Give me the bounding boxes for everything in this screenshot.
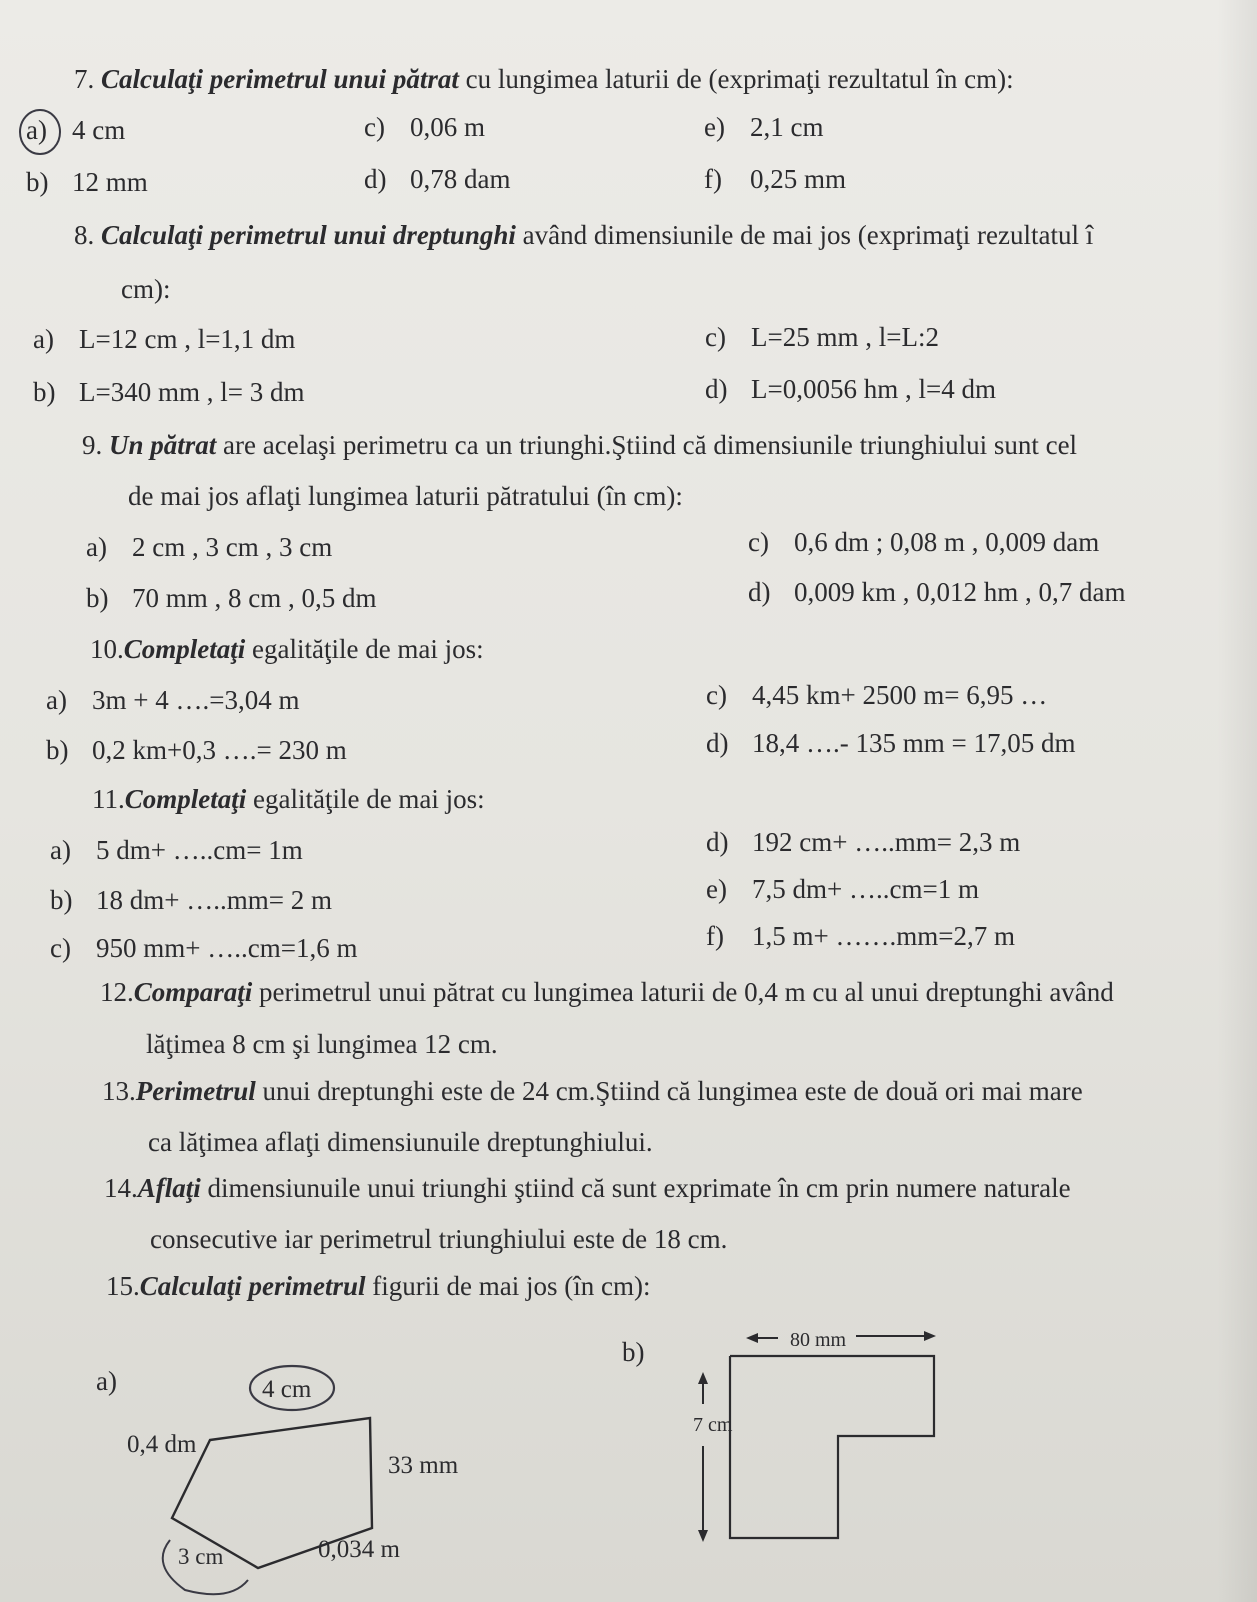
problem-emphasis: Calculaţi perimetrul — [139, 1271, 366, 1301]
option-9a: a) 2 cm , 3 cm , 3 cm — [86, 532, 333, 562]
option-9d: d) 0,009 km , 0,012 hm , 0,7 dam — [748, 577, 1126, 607]
pentagon-side-right: 33 mm — [388, 1452, 459, 1479]
option-11a: a) 5 dm+ …..cm= 1m — [50, 835, 303, 865]
l-shape-width-label: 80 mm — [790, 1329, 847, 1351]
option-7f: f) 0,25 mm — [704, 164, 847, 194]
option-9b: b) 70 mm , 8 cm , 0,5 dm — [86, 583, 377, 613]
option-7d: d) 0,78 dam — [364, 164, 511, 194]
option-7e: e) 2,1 cm — [704, 112, 824, 142]
problem-emphasis: Un pătrat — [109, 430, 217, 460]
problem-number: 7. — [74, 64, 95, 94]
problem-9-continuation: de mai jos aflaţi lungimea laturii pătratului (în cm): — [128, 481, 683, 511]
option-11f: f) 1,5 m+ …….mm=2,7 m — [706, 921, 1015, 951]
problem-number: 8. — [74, 220, 95, 250]
arrow-right-icon — [924, 1331, 936, 1341]
pen-circle-7a — [20, 110, 60, 154]
problem-emphasis: Aflaţi — [137, 1173, 201, 1203]
figure-a-label: a) — [96, 1366, 117, 1396]
option-10b: b) 0,2 km+0,3 ….= 230 m — [46, 735, 347, 765]
problem-text: egalităţile de mai jos: — [246, 784, 485, 814]
option-10a: a) 3m + 4 ….=3,04 m — [46, 685, 300, 715]
problem-text: figurii de mai jos (în cm): — [365, 1271, 651, 1301]
pentagon-side-bottom-right: 0,034 m — [318, 1536, 400, 1563]
l-shape-height-label: 7 cm — [693, 1414, 733, 1436]
option-10d: d) 18,4 ….- 135 mm = 17,05 dm — [706, 728, 1076, 758]
figure-b-label: b) — [622, 1337, 645, 1367]
option-11d: d) 192 cm+ …..mm= 2,3 m — [706, 827, 1021, 857]
problem-text: egalităţile de mai jos: — [245, 634, 484, 664]
option-11c: c) 950 mm+ …..cm=1,6 m — [50, 933, 358, 963]
problem-text: unui dreptunghi este de 24 cm.Ştiind că lungimea este de două ori mai mare — [255, 1076, 1083, 1106]
pentagon-side-bottom-left: 3 cm — [178, 1544, 224, 1569]
problem-emphasis: Comparaţi — [133, 977, 253, 1007]
problem-8-continuation: cm): — [121, 274, 171, 304]
option-7b: b) 12 mm — [26, 167, 148, 197]
problem-emphasis: Calculaţi perimetrul unui pătrat — [101, 64, 459, 94]
option-11e: e) 7,5 dm+ …..cm=1 m — [706, 874, 979, 904]
arrow-down-icon — [698, 1530, 708, 1542]
problem-13-continuation: ca lăţimea aflaţi dimensiunuile dreptunghiului. — [148, 1127, 653, 1157]
l-shape-figure — [730, 1356, 934, 1538]
problem-number: 14. — [104, 1173, 138, 1203]
problem-text: perimetrul unui pătrat cu lungimea laturii de 0,4 m cu al unui dreptunghi având — [252, 977, 1114, 1007]
problem-text: dimensiunuile unui triunghi ştiind că sunt exprimate în cm prin numere naturale — [200, 1173, 1071, 1203]
page-edge-shadow — [1217, 0, 1257, 1602]
problem-number: 15. — [106, 1271, 140, 1301]
option-7a: a) 4 cm — [26, 115, 126, 145]
problem-text: cu lungimea laturii de (exprimaţi rezultatul în cm): — [458, 64, 1014, 94]
problem-12-continuation: lăţimea 8 cm şi lungimea 12 cm. — [146, 1029, 498, 1059]
problem-emphasis: Perimetrul — [135, 1076, 256, 1106]
problem-14-continuation: consecutive iar perimetrul triunghiului este de 18 cm. — [150, 1224, 728, 1254]
option-11b: b) 18 dm+ …..mm= 2 m — [50, 885, 332, 915]
problem-emphasis: Calculaţi perimetrul unui dreptunghi — [101, 220, 516, 250]
option-8d: d) L=0,0056 hm , l=4 dm — [705, 374, 996, 404]
problem-number: 13. — [102, 1076, 136, 1106]
arrow-left-icon — [746, 1333, 758, 1343]
pentagon-side-top: 4 cm — [262, 1376, 312, 1403]
option-8a: a) L=12 cm , l=1,1 dm — [33, 324, 296, 354]
problem-number: 11. — [92, 784, 125, 814]
problem-emphasis: Completaţi — [123, 634, 246, 664]
option-8b: b) L=340 mm , l= 3 dm — [33, 377, 305, 407]
problem-number: 12. — [100, 977, 134, 1007]
problem-number: 10. — [90, 634, 124, 664]
option-7c: c) 0,06 m — [364, 112, 486, 142]
problem-emphasis: Completaţi — [124, 784, 247, 814]
option-9c: c) 0,6 dm ; 0,08 m , 0,009 dam — [748, 527, 1100, 557]
problem-text: având dimensiunile de mai jos (exprimaţi rezultatul î — [515, 220, 1094, 250]
option-8c: c) L=25 mm , l=L:2 — [705, 322, 939, 352]
arrow-up-icon — [698, 1372, 708, 1384]
option-10c: c) 4,45 km+ 2500 m= 6,95 … — [706, 680, 1048, 710]
problem-text: are acelaşi perimetru ca un triunghi.Ştiind că dimensiunile triunghiului sunt cel — [216, 430, 1078, 460]
pentagon-side-left: 0,4 dm — [127, 1431, 197, 1458]
problem-number: 9. — [82, 430, 103, 460]
